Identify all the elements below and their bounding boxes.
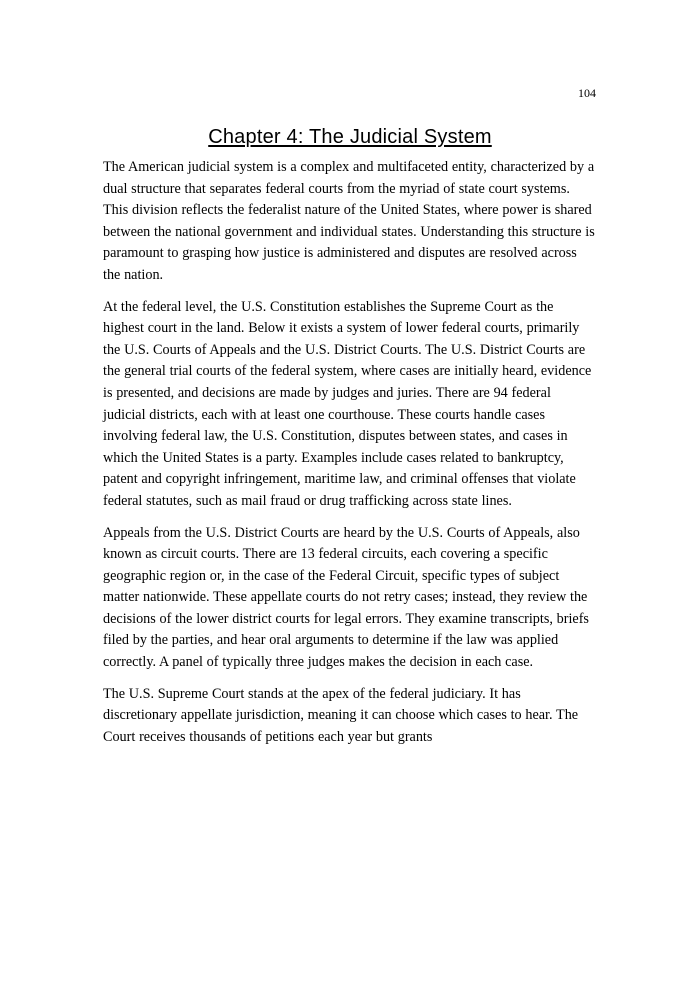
chapter-title: Chapter 4: The Judicial System bbox=[208, 126, 492, 148]
page-number: 104 bbox=[578, 86, 596, 100]
paragraph-federal-level: At the federal level, the U.S. Constitution establishes the Supreme Court as the highest court in the land. Below it exists a system of lower federal courts, primarily the U.S. Courts of Appeals and the U.S. District Courts. The U.S. District Courts are the general trial courts of the federal system, where cases are initially heard, evidence is presented, and decisions are made by judges and juries. There are 94 federal judicial districts, each with at least one courthouse. These courts handle cases involving federal law, the U.S. Constitution, disputes between states, and cases in which the United States is a party. Examples include cases related to bankruptcy, patent and copyright infringement, maritime law, and criminal offenses that violate federal statutes, such as mail fraud or drug trafficking across state lines. bbox=[103, 298, 592, 509]
paragraph-supreme-court: The U.S. Supreme Court stands at the apex of the federal judiciary. It has discretionary appellate jurisdiction, meaning it can choose which cases to hear. The Court receives thousands of petitions each year but grants bbox=[103, 685, 579, 745]
paragraph-intro: The American judicial system is a complex and multifaceted entity, characterized by a dual structure that separates federal courts from the myriad of state court systems. This division reflects the federalist nature of the United States, where power is shared between the national government and individual states. Understanding this structure is paramount to grasping how justice is administered and disputes are resolved across the nation. bbox=[103, 159, 595, 283]
paragraph-courts-of-appeals: Appeals from the U.S. District Courts are heard by the U.S. Courts of Appeals, also known as circuit courts. There are 13 federal circuits, each covering a specific geographic region or, in the case of the Federal Circuit, specific types of subject matter nationwide. These appellate courts do not retry cases; instead, they review the decisions of the lower district courts for legal errors. They examine transcripts, briefs filed by the parties, and hear oral arguments to determine if the law was applied correctly. A panel of typically three judges makes the decision in each case. bbox=[103, 524, 589, 671]
body-text bbox=[103, 157, 597, 758]
